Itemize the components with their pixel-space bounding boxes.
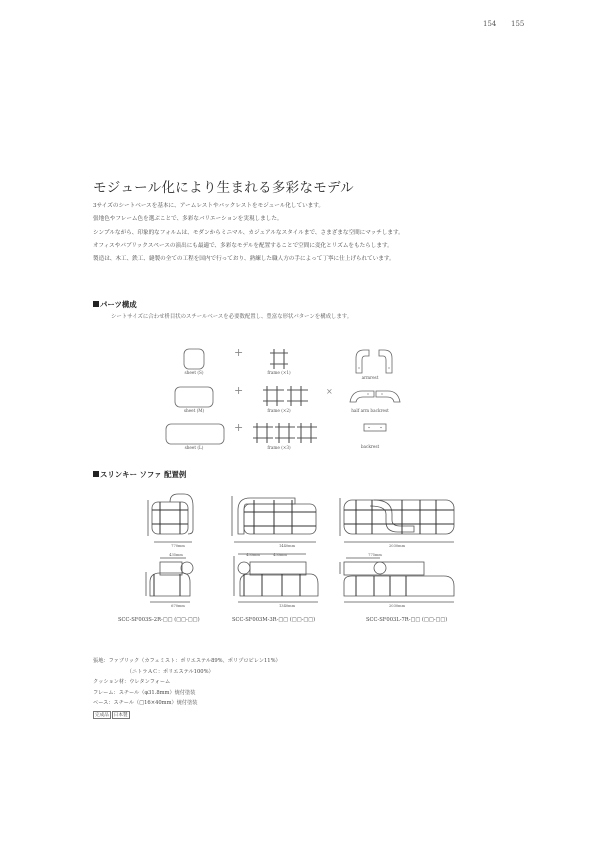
frame-grids [253,349,317,443]
frame-3-label: frame (×3) [267,445,291,450]
parts-heading: パーツ構成 [93,299,137,310]
spec-line: 張地：ファブリック（カフェミスト：ポリエステル89%、ポリプロピレン11%） [93,658,281,664]
armrest-left-shape [356,350,369,373]
badges [93,711,131,719]
page-number-right: 155 [511,20,525,28]
intro-line: 張地色やフレーム色を選ぶことで、多彩なバリエーションを実現しました。 [93,216,283,223]
page-title: モジュール化により生まれる多彩なモデル [93,180,354,196]
intro-line: オフィスやパブリックスペースの演出にも最適で、多彩なモデルを配置することで空間に変化とリズムをもたらします。 [93,242,393,249]
model-code-m: SCC-SF003M-3R-□□ (□□-□□) [232,617,316,623]
seat-m-label: sheet (M) [183,408,205,413]
intro-line: 3サイズのシートベースを基本に、アームレストやバックレストをモジュール化しています。 [93,203,324,209]
badge-assembled: 完成品 [95,713,109,718]
intro-paragraph [93,200,404,266]
half-arm-backrest-right-shape [376,391,400,402]
dim-label: 2030mm [389,604,405,608]
page-number-left: 154 [483,20,497,28]
intro-line: シンプルながら、印象的なフォルムは、モダンからミニマル、カジュアルなスタイルまで、さまざまな空間にマッチします。 [93,229,404,236]
spec-line: フレーム：スチール（φ31.8mm）焼付塗装 [93,689,196,696]
parts-description: シートサイズに合わせ枡目状のスチールベースを必要数配置し、豊富な形状パターンを構成します。 [111,314,353,320]
seat-l-label: sheet (L) [184,445,204,450]
armrest-label: armrest [361,375,379,380]
plus-sign: + [234,346,244,359]
spec-line: クッション材：ウレタンフォーム [93,679,171,686]
layout-heading: スリンキー ソファ 配置例 [93,469,186,480]
specifications [93,656,281,709]
plus-sign: + [234,384,244,397]
dim-label: 775mm [368,553,382,557]
backrest-shape [364,424,386,431]
frame-2-label: frame (×2) [267,408,291,413]
intro-line: 製造は、木工、鉄工、縫製の全ての工程を国内で行っており、熟練した職人方の手によって丁寧に仕上げられています。 [93,256,395,263]
seat-l-shape [166,424,224,444]
seat-s-shape [184,349,204,369]
model-code-s: SCC-SF003S-2R-□□ (□□-□□) [118,617,200,623]
dim-label: 435mm [273,553,287,557]
seat-s-label: sheet (S) [184,370,204,375]
model-code-l: SCC-SF003L-7R-□□ (□□-□□) [366,617,448,623]
square-bullet-icon [93,301,99,307]
times-sign: × [326,387,333,396]
dim-label: 2030mm [389,544,405,548]
dim-label: 670mm [171,604,185,608]
half-arm-backrest-label: half arm backrest [351,408,389,413]
dim-label: 770mm [171,544,185,548]
half-arm-backrest-left-shape [350,391,374,402]
backrest-label: backrest [360,444,380,449]
armrest-right-shape [379,350,392,373]
seat-m-shape [175,387,213,407]
frame-1-label: frame (×1) [267,370,291,375]
dim-label: 435mm [246,553,260,557]
layout-drawings [130,490,480,610]
badge-made-in-japan: 日本製 [113,713,128,718]
plus-sign: + [234,421,244,434]
square-bullet-icon [93,471,99,477]
spec-line: ベース：スチール（□16×40mm）焼付塗装 [93,700,198,707]
spec-line: （ニトラＡＣ：ポリエステル100%） [93,668,214,675]
dim-label: 1440mm [279,544,295,548]
dim-label: 435mm [169,553,183,557]
dim-label: 1340mm [279,604,295,608]
